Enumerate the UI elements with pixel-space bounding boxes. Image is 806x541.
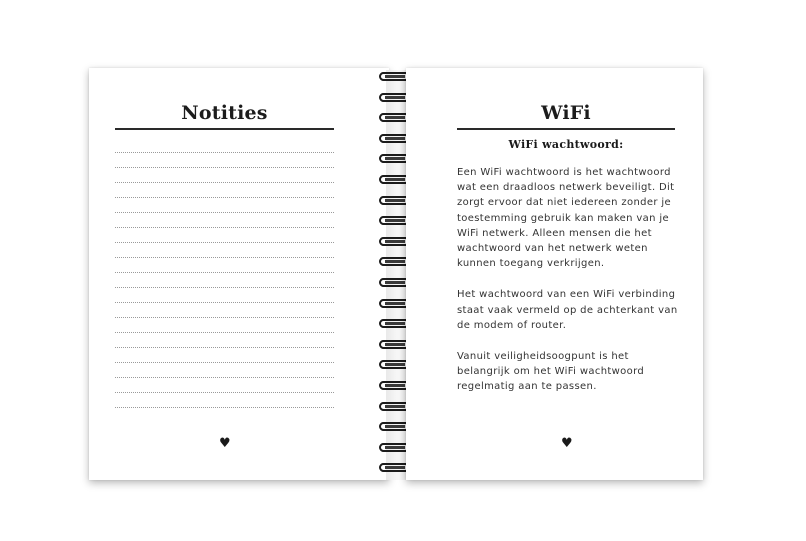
title-underline — [457, 128, 675, 130]
wifi-title: WiFi — [541, 102, 591, 124]
ring-bar — [385, 96, 405, 99]
ring-bar — [385, 281, 405, 284]
note-line — [115, 243, 334, 258]
ring-bar — [385, 137, 405, 140]
note-line — [115, 378, 334, 393]
note-line — [115, 228, 334, 243]
wifi-description — [457, 165, 682, 411]
heart-icon: ♥ — [561, 436, 573, 451]
ring-bar — [385, 384, 405, 387]
note-line — [115, 288, 334, 303]
ring-bar — [385, 425, 405, 428]
notes-title: Notities — [181, 102, 268, 124]
note-line — [115, 198, 334, 213]
ring-bar — [385, 405, 405, 408]
heart-icon: ♥ — [219, 436, 231, 451]
title-underline — [115, 128, 334, 130]
ring-bar — [385, 199, 405, 202]
note-line — [115, 183, 334, 198]
ring-bar — [385, 75, 405, 78]
note-line — [115, 168, 334, 183]
ring-bar — [385, 322, 405, 325]
note-line — [115, 333, 334, 348]
note-line — [115, 153, 334, 168]
note-line — [115, 213, 334, 228]
ring-bar — [385, 466, 405, 469]
paragraph: Vanuit veiligheidsoogpunt is het belangrijk om het WiFi wachtwoord regelmatig aan te passen. — [457, 351, 645, 393]
ring-bar — [385, 446, 405, 449]
ring-bar — [385, 363, 405, 366]
left-page — [89, 68, 389, 480]
note-line — [115, 273, 334, 288]
note-line — [115, 393, 334, 408]
ring-bar — [385, 240, 405, 243]
ring-bar — [385, 260, 405, 263]
note-line — [115, 138, 334, 153]
note-line — [115, 363, 334, 378]
note-lines — [115, 138, 334, 408]
wifi-subtitle: WiFi wachtwoord: — [508, 138, 624, 151]
note-line — [115, 258, 334, 273]
paragraph: Een WiFi wachtwoord is het wachtwoord wat een draadloos netwerk beveiligt. Dit zorgt ervoor dat niet iedereen zonder je toestemming gebruik kan maken van je WiFi netwerk. Alleen mensen die het wachtwoord van het netwerk weten kunnen toegang verkrijgen. — [457, 167, 675, 270]
ring-bar — [385, 219, 405, 222]
note-line — [115, 318, 334, 333]
ring-bar — [385, 302, 405, 305]
ring-bar — [385, 157, 405, 160]
paragraph: Het wachtwoord van een WiFi verbinding staat vaak vermeld op de achterkant van de modem of router. — [457, 289, 678, 331]
ring-bar — [385, 343, 405, 346]
note-line — [115, 303, 334, 318]
ring-bar — [385, 116, 405, 119]
note-line — [115, 348, 334, 363]
ring-bar — [385, 178, 405, 181]
right-page — [406, 68, 703, 480]
